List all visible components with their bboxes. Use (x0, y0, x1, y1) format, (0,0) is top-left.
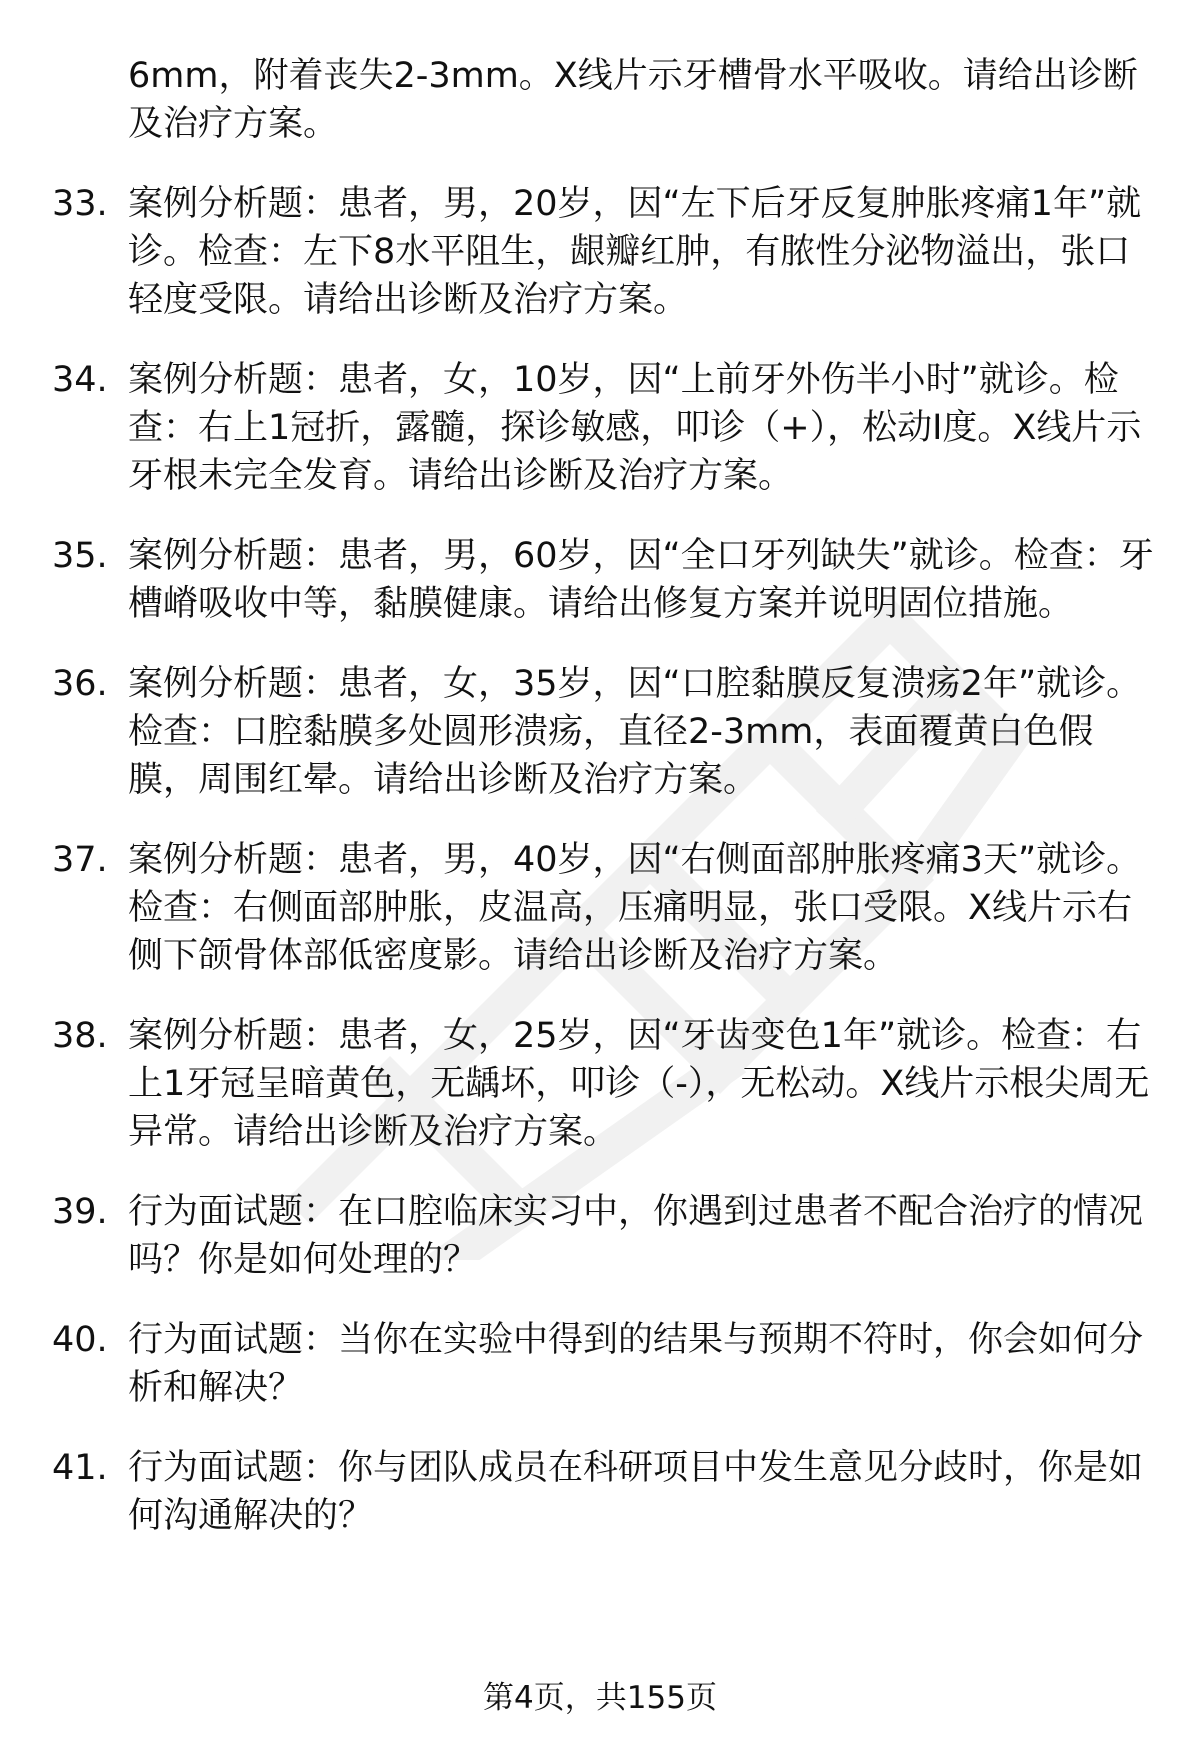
question-item (52, 1188, 1162, 1284)
question-text: 案例分析题：患者，男，20岁，因“左下后牙反复肿胀疼痛1年”就诊。检查：左下8水平阻生，龈瓣红肿，有脓性分泌物溢出，张口轻度受限。请给出诊断及治疗方案。 (128, 184, 1142, 320)
question-item (52, 1012, 1162, 1156)
question-text: 行为面试题：当你在实验中得到的结果与预期不符时，你会如何分析和解决？ (128, 1320, 1144, 1408)
question-text: 行为面试题：你与团队成员在科研项目中发生意见分歧时，你是如何沟通解决的？ (128, 1448, 1144, 1536)
question-item (52, 660, 1162, 804)
question-item (52, 532, 1162, 628)
question-item (52, 356, 1162, 500)
question-item (52, 1316, 1162, 1412)
question-item (52, 180, 1162, 324)
question-text: 案例分析题：患者，男，40岁，因“右侧面部肿胀疼痛3天”就诊。检查：右侧面部肿胀，皮温高，压痛明显，张口受限。X线片示右侧下颌骨体部低密度影。请给出诊断及治疗方案。 (128, 840, 1142, 976)
question-item (52, 1444, 1162, 1540)
question-number: 41. (52, 1448, 108, 1488)
question-text: 案例分析题：患者，女，25岁，因“牙齿变色1年”就诊。检查：右上1牙冠呈暗黄色，无龋坏，叩诊（-），无松动。X线片示根尖周无异常。请给出诊断及治疗方案。 (128, 1016, 1150, 1152)
question-text: 案例分析题：患者，女，35岁，因“口腔黏膜反复溃疡2年”就诊。检查：口腔黏膜多处圆形溃疡，直径2-3mm，表面覆黄白色假膜，周围红晕。请给出诊断及治疗方案。 (128, 664, 1142, 800)
question-32-continuation: 6mm，附着丧失2-3mm。X线片示牙槽骨水平吸收。请给出诊断及治疗方案。 (128, 56, 1138, 144)
question-text: 案例分析题：患者，男，60岁，因“全口牙列缺失”就诊。检查：牙槽嵴吸收中等，黏膜健康。请给出修复方案并说明固位措施。 (128, 536, 1154, 624)
question-number: 35. (52, 536, 108, 576)
question-number: 39. (52, 1192, 108, 1232)
question-list (52, 52, 1162, 1572)
page-number: 第4页，共155页 (483, 1680, 717, 1716)
question-text: 行为面试题：在口腔临床实习中，你遇到过患者不配合治疗的情况吗？你是如何处理的？ (128, 1192, 1144, 1280)
question-text: 案例分析题：患者，女，10岁，因“上前牙外伤半小时”就诊。检查：右上1冠折，露髓，探诊敏感，叩诊（+），松动Ⅰ度。X线片示牙根未完全发育。请给出诊断及治疗方案。 (128, 360, 1142, 496)
question-number: 33. (52, 184, 108, 224)
question-number: 38. (52, 1016, 108, 1056)
question-number: 36. (52, 664, 108, 704)
question-number: 40. (52, 1320, 108, 1360)
question-item (52, 836, 1162, 980)
question-number: 37. (52, 840, 108, 880)
question-number: 34. (52, 360, 108, 400)
